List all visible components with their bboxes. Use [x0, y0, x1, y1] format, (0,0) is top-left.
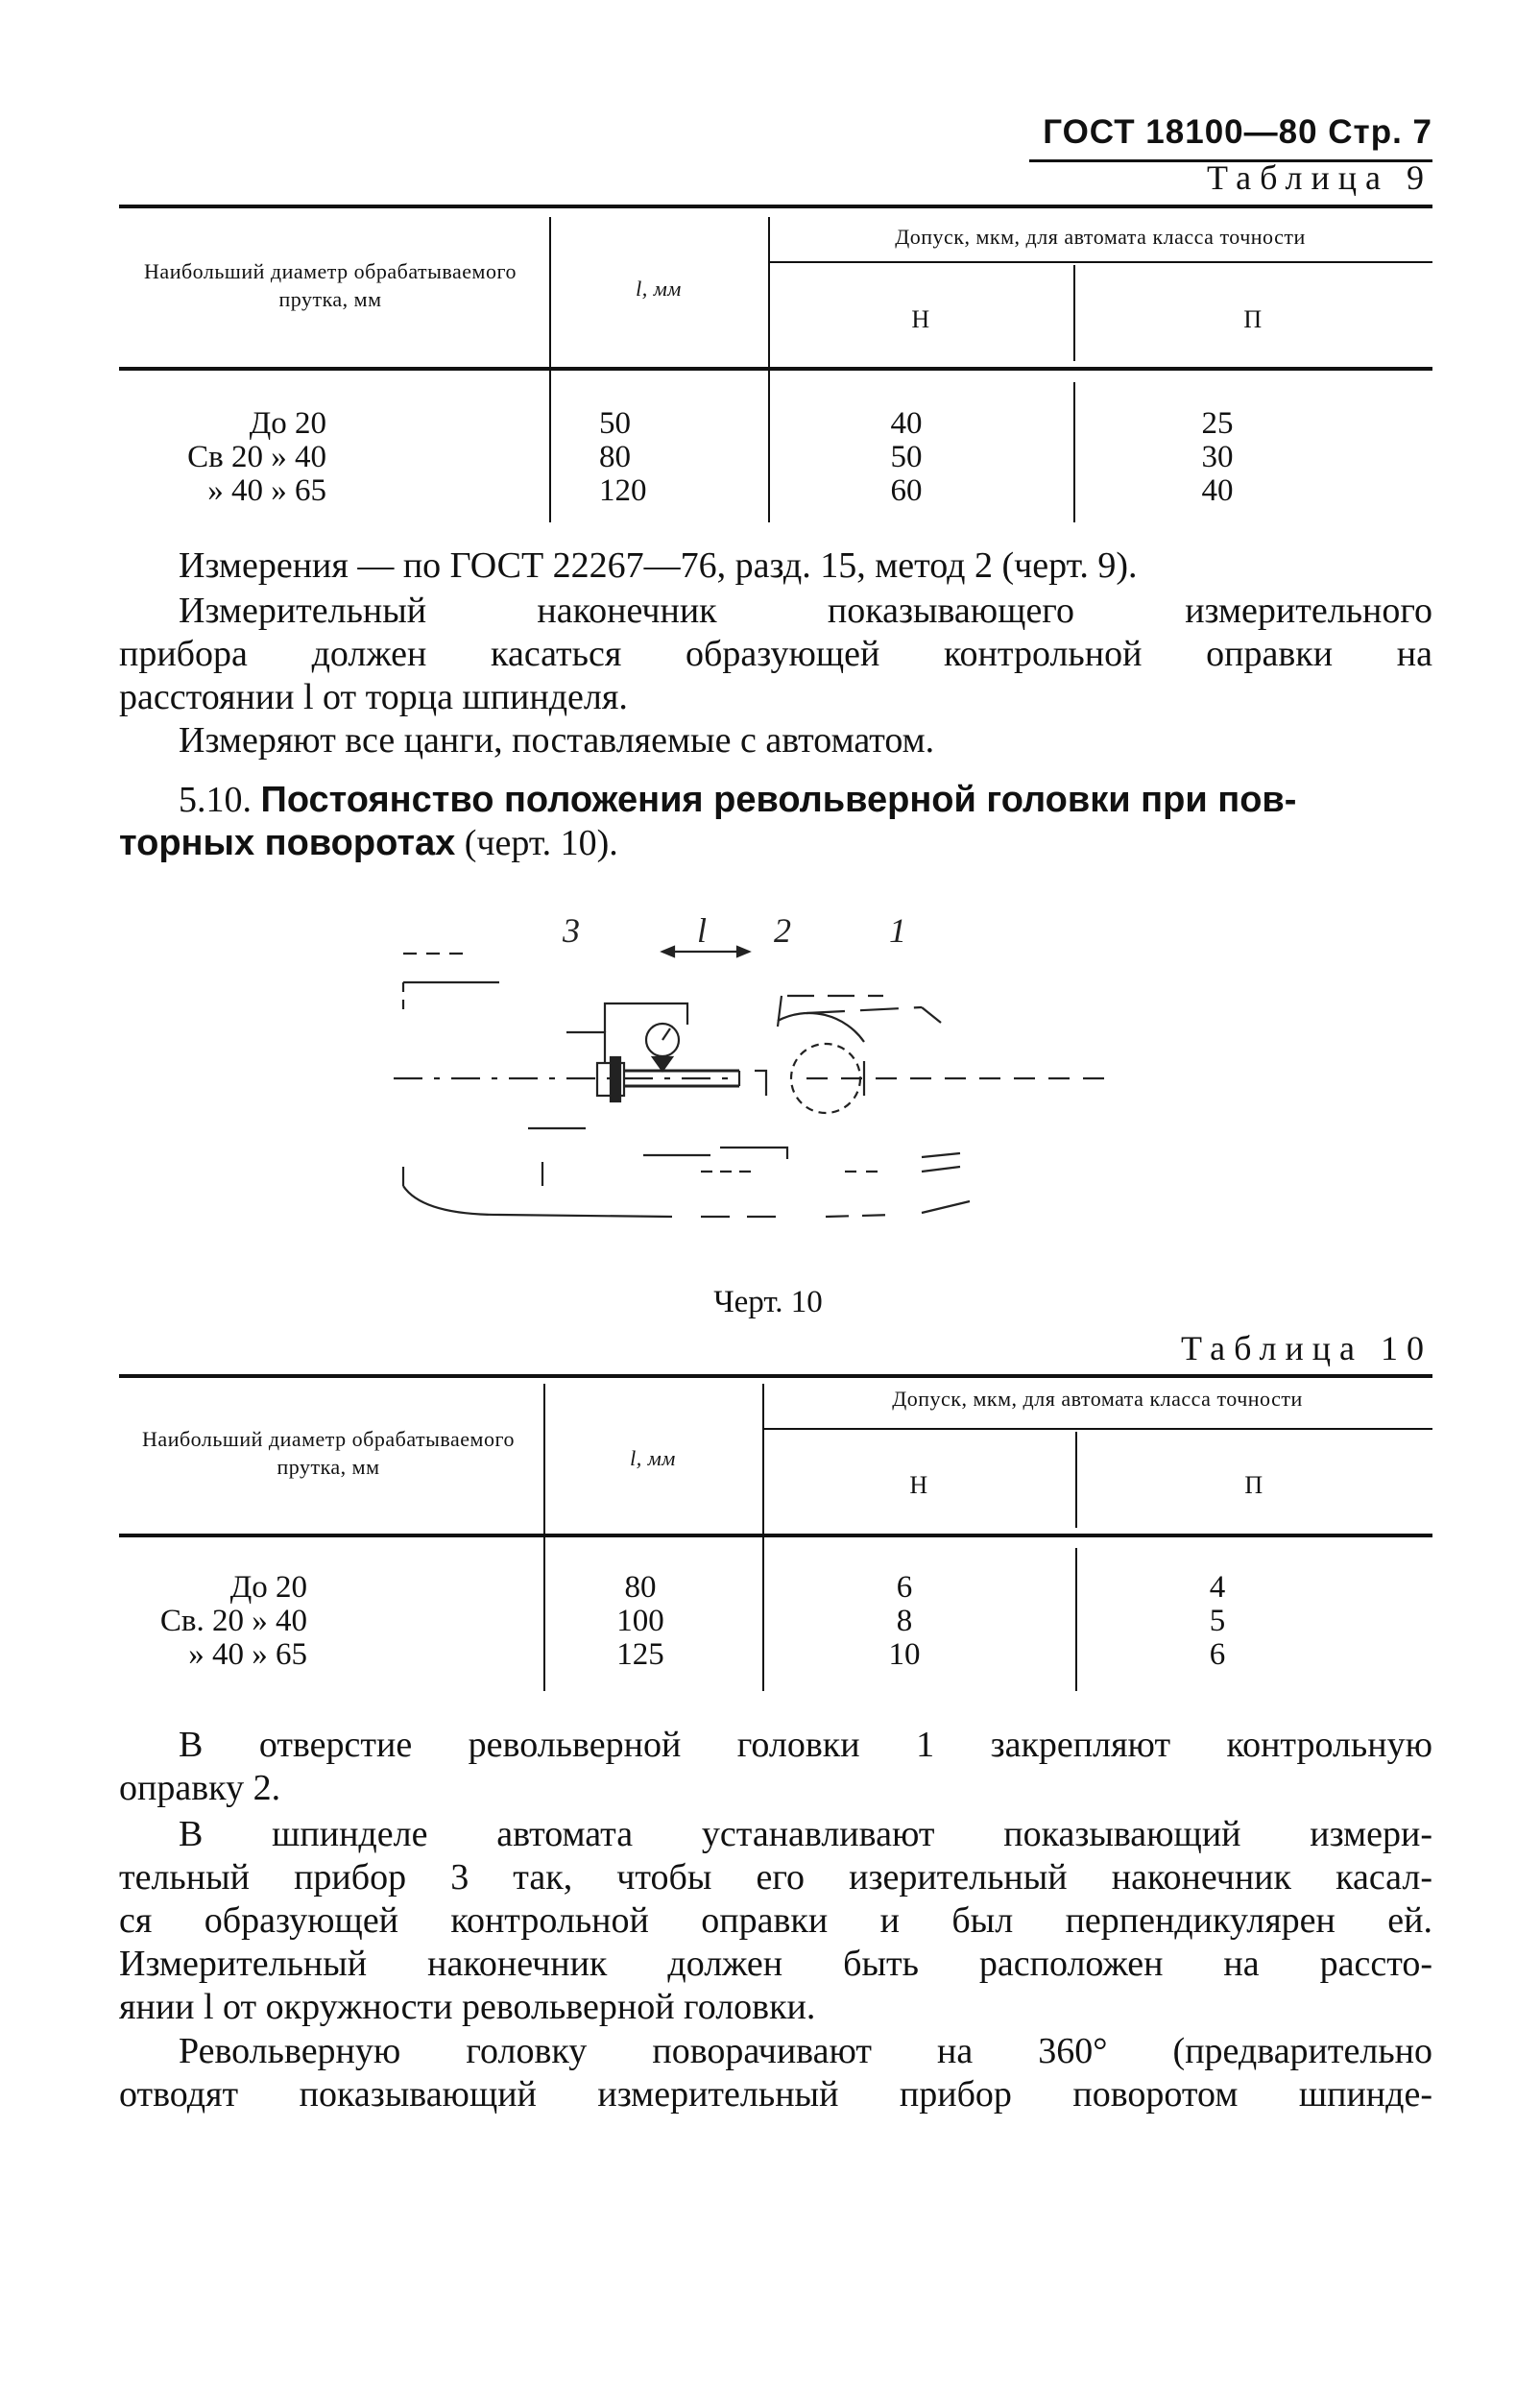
table9-col-h: Н [911, 305, 930, 333]
table10-col-diameter: Наибольший диаметр обрабатываемого прутка, мм [142, 1427, 515, 1479]
table10-col-l: l, мм [630, 1446, 676, 1470]
table-cell: Св 20 » 40 [187, 440, 326, 474]
revolver-head-arc [778, 1013, 864, 1042]
dimension-arrow [737, 947, 749, 956]
table-cell: 60 [890, 473, 923, 508]
table-cell: До 20 [229, 1570, 307, 1605]
table-cell: 50 [599, 406, 631, 441]
table10-col-tolerance: Допуск, мкм, для автомата класса точности [892, 1387, 1303, 1411]
figure-label-2: 2 [774, 911, 791, 950]
table10-col-h: Н [909, 1471, 928, 1499]
table-cell: 6 [896, 1570, 913, 1605]
top-dash [806, 1007, 922, 1013]
section-heading [179, 779, 1432, 822]
table10-vline-3b [1075, 1548, 1077, 1691]
table10-col-p: П [1244, 1471, 1263, 1499]
table10-subheader-rule [762, 1428, 1432, 1430]
figure-label-l: l [697, 911, 708, 950]
base-line [922, 1201, 970, 1213]
table9-header-rule [119, 367, 1432, 371]
table10-caption: Таблица 10 [1181, 1329, 1432, 1367]
figure-label-3: 3 [563, 911, 580, 950]
paragraph-line: Измерительный наконечник должен быть расположен на рассто- [119, 1944, 1432, 1984]
table-cell: 6 [1209, 1637, 1226, 1672]
table-cell: 100 [616, 1604, 664, 1638]
base-curve [403, 1186, 672, 1217]
table-cell: 25 [1201, 406, 1234, 441]
table9-col-tolerance: Допуск, мкм, для автомата класса точности [895, 225, 1306, 249]
table9-col-l: l, мм [636, 277, 682, 301]
dimension-arrow [662, 947, 674, 956]
paragraph-line: тельный прибор 3 так, чтобы его изерительный наконечник касал- [119, 1857, 1432, 1897]
paragraph-line: отводят показывающий измерительный прибор поворотом шпинде- [119, 2074, 1432, 2115]
base-line [720, 1148, 787, 1159]
section-title: Постоянство положения револьверной головки при пов- [260, 780, 1297, 820]
table9-subheader-rule [768, 261, 1432, 263]
paragraph-line: янии l от окружности револьверной головки. [119, 1987, 816, 2027]
table10-vline-2 [762, 1384, 764, 1691]
top-dash [922, 1007, 941, 1023]
table9-caption: Таблица 9 [1207, 158, 1432, 197]
table-cell: 4 [1209, 1570, 1226, 1605]
table-cell: Св. 20 » 40 [159, 1604, 307, 1638]
base-line [922, 1153, 960, 1157]
page-header: ГОСТ 18100—80 Стр. 7 [1043, 113, 1432, 151]
table-cell: 5 [1209, 1604, 1226, 1638]
spindle-nut [611, 1057, 620, 1101]
table10-vline-1 [543, 1384, 545, 1691]
paragraph-line: В отверстие револьверной головки 1 закрепляют контрольную [179, 1725, 1432, 1765]
table-cell: До 20 [249, 406, 326, 441]
paragraph-measurements: Измерения — по ГОСТ 22267—76, разд. 15, метод 2 (черт. 9). [179, 545, 1138, 586]
table9-vline-1 [549, 217, 551, 522]
table-cell: 125 [616, 1637, 664, 1672]
paragraph-collets: Измеряют все цанги, поставляемые с автоматом. [179, 720, 935, 761]
base-line [922, 1167, 960, 1172]
table10-top-rule [119, 1374, 1432, 1378]
table9-col-diameter: Наибольший диаметр обрабатываемого прутка, мм [144, 259, 517, 311]
table-cell: 30 [1201, 440, 1234, 474]
table-cell: » 40 » 65 [207, 473, 326, 508]
paragraph-line: Измерительный наконечник показывающего измерительного [179, 591, 1432, 631]
paragraph-line: оправку 2. [119, 1768, 281, 1808]
table-cell: 80 [624, 1570, 657, 1605]
table10-header-rule [119, 1534, 1432, 1537]
table9-col-p: П [1243, 305, 1263, 333]
figure-label-1: 1 [889, 911, 906, 950]
paragraph-line: ся образующей контрольной оправки и был перпендикулярен ей. [119, 1900, 1432, 1941]
figure-caption: Черт. 10 [713, 1285, 823, 1319]
table-cell: » 40 » 65 [188, 1637, 307, 1672]
dial-needle [662, 1028, 670, 1040]
table9-vline-3b [1073, 382, 1075, 522]
table-cell: 40 [890, 406, 923, 441]
section-heading-cont [119, 822, 1432, 865]
table-cell: 10 [888, 1637, 921, 1672]
spindle-outline [566, 1032, 605, 1063]
paragraph-line: В шпинделе автомата устанавливают показывающий измери- [179, 1814, 1432, 1854]
base-line [826, 1215, 893, 1217]
leader-line [778, 996, 782, 1027]
table9-vline-2 [768, 217, 770, 522]
indicator-tip [653, 1057, 672, 1071]
table-cell: 80 [599, 440, 631, 474]
table-cell: 40 [1201, 473, 1234, 508]
paragraph-line: прибора должен касаться образующей контрольной оправки на [119, 634, 1432, 674]
table-cell: 120 [599, 473, 647, 508]
section-number: 5.10. [179, 780, 252, 820]
section-ref: (черт. 10). [464, 823, 618, 863]
section-title-cont: торных поворотах [119, 823, 456, 863]
indicator-holder [605, 1003, 687, 1032]
table-cell: 50 [890, 440, 923, 474]
table9-top-rule [119, 205, 1432, 208]
head-edge [755, 1071, 766, 1096]
figure-10-drawing [384, 907, 1152, 1253]
table-cell: 8 [896, 1604, 913, 1638]
paragraph-line: Револьверную головку поворачивают на 360° (предварительно [179, 2031, 1432, 2071]
paragraph-line: расстоянии l от торца шпинделя. [119, 677, 628, 717]
